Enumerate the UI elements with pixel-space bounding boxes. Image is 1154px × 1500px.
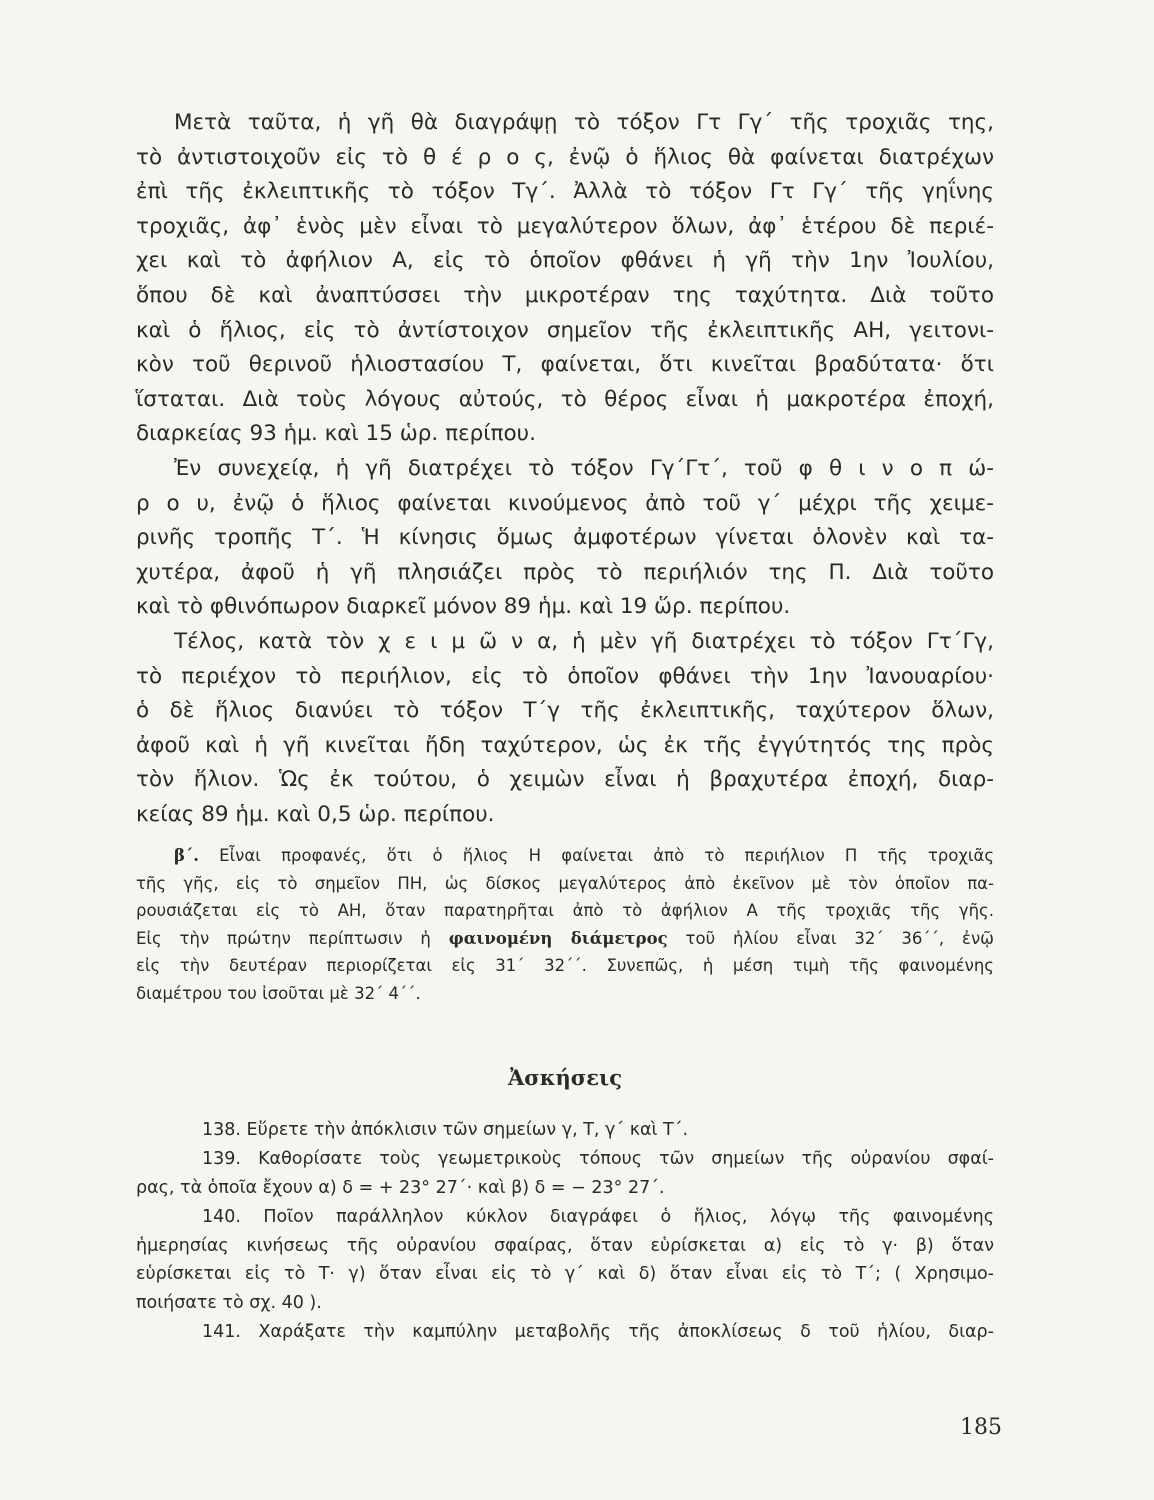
- note-line: [136, 925, 994, 953]
- exercise-line: ρας, τὰ ὁποῖα ἔχουν α) δ = + 23° 27΄· καὶ β) δ = − 23° 27΄.: [136, 1178, 665, 1199]
- section-heading-exercises: Ἀσκήσεις: [508, 1065, 622, 1091]
- text-line: ἀφοῦ καὶ ἡ γῆ κινεῖται ἤδη ταχύτερον, ὡς ἐκ τῆς ἐγγύτητός της πρὸς: [136, 732, 994, 758]
- text-line: τροχιᾶς, ἀφ᾽ ἑνὸς μὲν εἶναι τὸ μεγαλύτερον ὅλων, ἀφ᾽ ἑτέρου δὲ περιέ-: [136, 213, 994, 239]
- exercise-139: [136, 1145, 994, 1203]
- exercise-line: ἡμερησίας κινήσεως τῆς οὐρανίου σφαίρας, ὅταν εὑρίσκεται α) εἰς τὸ γ· β) ὅταν: [136, 1235, 994, 1256]
- text-line: ἵσταται. Διὰ τοὺς λόγους αὐτούς, τὸ θέρος εἶναι ἡ μακροτέρα ἐποχή,: [136, 386, 994, 412]
- note-line: ρουσιάζεται εἰς τὸ ΑΗ, ὅταν παρατηρῆται ἀπὸ τὸ ἀφήλιον Α τῆς τροχιᾶς τῆς γῆς.: [136, 901, 994, 921]
- paragraph-autumn: [136, 452, 994, 625]
- text-line: διαρκείας 93 ἡμ. καὶ 15 ὡρ. περίπου.: [136, 421, 536, 447]
- note-label: β΄.: [174, 846, 199, 866]
- exercise-138: [136, 1116, 994, 1145]
- page-number: 185: [960, 1415, 1002, 1440]
- note-line: διαμέτρου του ἰσοῦται μὲ 32΄ 4΄΄.: [136, 983, 421, 1003]
- text-line: Τέλος, κατὰ τὸν χ ε ι μ ῶ ν α, ἡ μὲν γῆ διατρέχει τὸ τόξον Γτ΄Γγ,: [174, 628, 994, 654]
- exercise-line: 139. Καθορίσατε τοὺς γεωμετρικοὺς τόπους τῶν σημείων τῆς οὐρανίου σφαί-: [202, 1149, 994, 1170]
- text-line: ὅπου δὲ καὶ ἀναπτύσσει τὴν μικροτέραν της ταχύτητα. Διὰ τοῦτο: [136, 282, 994, 308]
- exercise-140: [136, 1203, 994, 1318]
- exercise-line: εὑρίσκεται εἰς τὸ Τ· γ) ὅταν εἶναι εἰς τὸ γ΄ καὶ δ) ὅταν εἶναι εἰς τὸ Τ΄; ( Χρησιμο-: [136, 1264, 994, 1285]
- exercise-line: 138. Εὕρετε τὴν ἀπόκλισιν τῶν σημείων γ, Τ, γ΄ καὶ Τ΄.: [202, 1120, 689, 1141]
- text-line: καὶ τὸ φθινόπωρον διαρκεῖ μόνον 89 ἡμ. καὶ 19 ὥρ. περίπου.: [136, 594, 791, 620]
- text-line: κείας 89 ἡμ. καὶ 0,5 ὡρ. περίπου.: [136, 801, 495, 827]
- text-line: χυτέρα, ἀφοῦ ἡ γῆ πλησιάζει πρὸς τὸ περιήλιόν της Π. Διὰ τοῦτο: [136, 559, 994, 585]
- note-text: Εἶναι προφανές, ὅτι ὁ ἥλιος Η φαίνεται ἀπὸ τὸ περιήλιον Π τῆς τροχιᾶς: [198, 846, 994, 866]
- note-line: [136, 842, 994, 870]
- text-line: χει καὶ τὸ ἀφήλιον Α, εἰς τὸ ὁποῖον φθάνει ἡ γῆ τὴν 1ην Ἰουλίου,: [136, 248, 994, 274]
- text-line: Ἐν συνεχείᾳ, ἡ γῆ διατρέχει τὸ τόξον Γγ΄Γτ΄, τοῦ φ θ ι ν ο π ώ-: [174, 455, 994, 481]
- note-text: Εἰς τὴν πρώτην περίπτωσιν ἡ: [136, 928, 449, 948]
- text-line: ρ ο υ, ἐνῷ ὁ ἥλιος φαίνεται κινούμενος ἀπὸ τοῦ γ΄ μέχρι τῆς χειμε-: [136, 490, 994, 516]
- note-text: τοῦ ἡλίου εἶναι 32΄ 36΄΄, ἐνῷ: [667, 928, 994, 948]
- text-line: καὶ ὁ ἥλιος, εἰς τὸ ἀντίστοιχον σημεῖον τῆς ἐκλειπτικῆς ΑΗ, γειτονι-: [136, 317, 994, 343]
- exercise-141: [136, 1318, 994, 1347]
- text-line: ὁ δὲ ἥλιος διανύει τὸ τόξον Τ΄γ τῆς ἐκλειπτικῆς, ταχύτερον ὅλων,: [136, 698, 994, 724]
- exercise-line: 140. Ποῖον παράλληλον κύκλον διαγράφει ὁ ἥλιος, λόγῳ τῆς φαινομένης: [202, 1206, 994, 1227]
- text-line: τὸ ἀντιστοιχοῦν εἰς τὸ θ έ ρ ο ς, ἐνῷ ὁ ἥλιος θὰ φαίνεται διατρέχων: [136, 144, 994, 170]
- note-line: τῆς γῆς, εἰς τὸ σημεῖον ΠΗ, ὡς δίσκος μεγαλύτερος ἀπὸ ἐκεῖνον μὲ τὸν ὁποῖον πα-: [136, 873, 994, 893]
- note-bold-term: φαινομένη διάμετρος: [448, 928, 668, 948]
- exercise-line: ποιήσατε τὸ σχ. 40 ).: [136, 1293, 322, 1314]
- note-line: εἰς τὴν δευτέραν περιορίζεται εἰς 31΄ 32΄΄. Συνεπῶς, ἡ μέση τιμὴ τῆς φαινομένης: [136, 956, 994, 976]
- text-line: ἐπὶ τῆς ἐκλειπτικῆς τὸ τόξον Τγ΄. Ἀλλὰ τὸ τόξον Γτ Γγ΄ τῆς γηΐνης: [136, 179, 994, 205]
- paragraph-summer: [136, 106, 994, 452]
- text-line: τὸ περιέχον τὸ περιήλιον, εἰς τὸ ὁποῖον φθάνει τὴν 1ην Ἰανουαρίου·: [136, 663, 994, 689]
- paragraph-winter: [136, 625, 994, 833]
- note-beta: [136, 842, 994, 1007]
- text-line: τὸν ἥλιον. Ὡς ἐκ τούτου, ὁ χειμὼν εἶναι ἡ βραχυτέρα ἐποχή, διαρ-: [136, 767, 994, 793]
- text-line: Μετὰ ταῦτα, ἡ γῆ θὰ διαγράψῃ τὸ τόξον Γτ Γγ΄ τῆς τροχιᾶς της,: [174, 110, 994, 135]
- exercise-line: 141. Χαράξατε τὴν καμπύλην μεταβολῆς τῆς ἀποκλίσεως δ τοῦ ἡλίου, διαρ-: [202, 1322, 994, 1343]
- text-line: ρινῆς τροπῆς Τ΄. Ἡ κίνησις ὅμως ἀμφοτέρων γίνεται ὁλονὲν καὶ τα-: [136, 525, 994, 551]
- text-line: κὸν τοῦ θερινοῦ ἡλιοστασίου Τ, φαίνεται, ὅτι κινεῖται βραδύτατα· ὅτι: [136, 352, 994, 378]
